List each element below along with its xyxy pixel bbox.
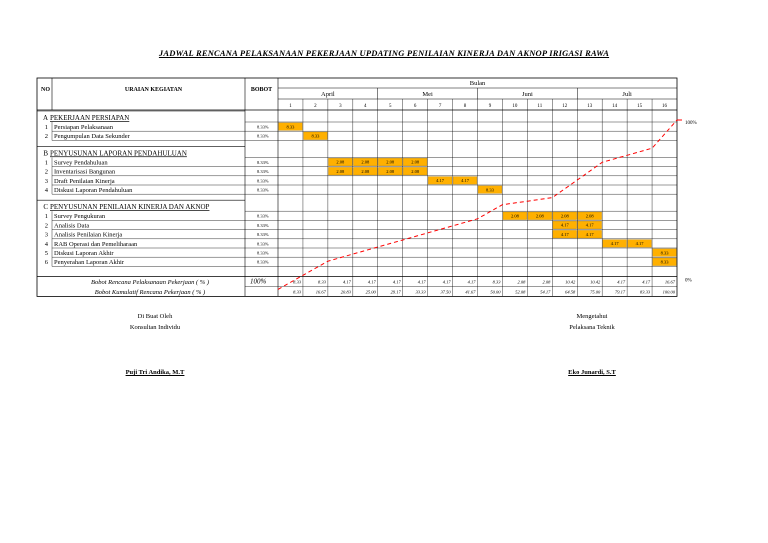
rencana-value: 4.17 <box>442 279 451 285</box>
approved-by-name: Eko Junardi, S.T <box>568 369 616 376</box>
bar-value: 2.08 <box>560 213 569 219</box>
week-label: 7 <box>438 104 442 109</box>
bar-value: 2.08 <box>585 213 594 219</box>
item-bobot: 8.33% <box>257 124 269 130</box>
item-name: Penyerahan Laporan Akhir <box>54 259 125 267</box>
kumulatif-label: Bobot Kumulatif Rencana Pekerjaan ( % ) <box>94 288 206 296</box>
bar-value: 4.17 <box>585 222 594 228</box>
bar-value: 8.33 <box>486 187 494 193</box>
item-no: 3 <box>44 231 48 239</box>
item-no: 1 <box>44 124 48 131</box>
item-no: 4 <box>44 187 48 194</box>
kumulatif-value: 75.00 <box>590 289 601 295</box>
week-label: 9 <box>488 104 492 109</box>
item-bobot: 8.33% <box>257 250 269 256</box>
prepared-by-name: Puji Tri Andika, M.T <box>125 369 185 376</box>
month-label: Juni <box>521 91 533 98</box>
rencana-value: 4.17 <box>467 279 476 285</box>
week-label: 8 <box>463 104 467 109</box>
kumulatif-value: 83.33 <box>639 289 651 295</box>
section-title: PENYUSUNAN PENILAIAN KINERJA DAN AKNOP <box>50 203 210 212</box>
kumulatif-value: 100.00 <box>662 289 675 295</box>
rencana-value: 8.33 <box>293 279 301 285</box>
rencana-value: 10.42 <box>565 279 576 285</box>
bar-value: 2.08 <box>361 168 370 174</box>
bar-value: 4.17 <box>635 241 644 247</box>
bar-value: 2.08 <box>361 159 370 165</box>
rencana-value: 8.33 <box>318 279 326 285</box>
item-name: Analisis Penilaian Kinerja <box>54 231 123 239</box>
week-label: 3 <box>339 104 342 109</box>
kumulatif-value: 16.67 <box>315 289 326 295</box>
kumulatif-value: 50.00 <box>490 289 501 295</box>
item-no: 1 <box>44 159 48 167</box>
section-code: A <box>42 114 48 122</box>
header-bulan: Bulan <box>469 80 486 87</box>
rencana-value: 16.67 <box>664 279 675 285</box>
week-label: 14 <box>612 104 618 109</box>
item-bobot: 8.33% <box>257 222 269 228</box>
item-name: Inventarisasi Bangunan <box>54 168 116 176</box>
bar-value: 2.08 <box>510 213 519 219</box>
week-label: 16 <box>662 104 668 109</box>
rencana-label: Bobot Rencana Pelaksanaan Pekerjaan ( % ) <box>90 278 210 286</box>
bar-value: 8.33 <box>286 124 295 130</box>
section-code: C <box>43 203 48 212</box>
bar-value: 4.17 <box>585 231 594 237</box>
bar-value: 8.33 <box>660 259 669 265</box>
kumulatif-value: 54.17 <box>540 289 551 295</box>
item-no: 5 <box>44 250 48 257</box>
item-no: 1 <box>44 213 48 221</box>
item-no: 2 <box>44 133 48 141</box>
month-label: Juli <box>622 91 632 98</box>
week-label: 5 <box>388 104 392 109</box>
scale-top-label: 100% <box>685 121 697 126</box>
kumulatif-value: 25.00 <box>365 289 376 295</box>
kumulatif-value: 64.58 <box>565 289 576 295</box>
kumulatif-value: 41.67 <box>465 289 476 295</box>
rencana-value: 4.17 <box>417 279 426 285</box>
bar-value: 4.17 <box>436 178 445 184</box>
bar-value: 4.17 <box>560 222 569 228</box>
bar-value: 2.08 <box>411 168 420 174</box>
approved-by-label: Mengetahui <box>576 313 608 320</box>
bar-value: 4.17 <box>461 178 469 184</box>
bar-value: 8.33 <box>311 133 320 139</box>
item-name: Diskusi Laporan Pendahuluan <box>54 187 133 194</box>
item-name: Survey Pendahuluan <box>54 159 108 167</box>
bar-value: 4.17 <box>560 231 569 237</box>
rencana-value: 4.17 <box>392 279 401 285</box>
scale-bottom-label: 0% <box>685 278 692 284</box>
item-name: Draft Penilaian Kinerja <box>54 177 115 185</box>
item-bobot: 8.33% <box>257 159 269 165</box>
month-label: April <box>321 91 335 98</box>
bar-value: 2.08 <box>386 168 395 174</box>
bar-value: 2.08 <box>336 168 345 174</box>
item-no: 4 <box>44 240 48 248</box>
approved-by-role: Pelaksana Teknik <box>569 324 615 331</box>
header-bobot: BOBOT <box>250 87 273 93</box>
kumulatif-value: 79.17 <box>615 289 626 295</box>
bar-value: 2.08 <box>386 159 395 165</box>
prepared-by-label: Di Buat Oleh <box>137 313 173 320</box>
item-name: Analisis Data <box>54 222 90 230</box>
bar-value: 4.17 <box>610 241 619 247</box>
item-bobot: 8.33% <box>257 133 269 139</box>
item-bobot: 8.33% <box>257 213 269 219</box>
bar-value: 2.08 <box>411 159 420 165</box>
week-label: 12 <box>562 104 568 109</box>
rencana-value: 4.17 <box>342 279 351 285</box>
week-label: 2 <box>314 104 317 109</box>
item-no: 6 <box>44 259 48 267</box>
week-label: 4 <box>364 104 367 109</box>
item-bobot: 8.33% <box>257 259 269 265</box>
item-bobot: 8.33% <box>257 187 269 193</box>
week-label: 1 <box>289 104 292 109</box>
rencana-value: 4.17 <box>367 279 376 285</box>
item-name: Persiapan Pelaksanaan <box>54 124 114 131</box>
rencana-value: 10.42 <box>590 279 601 285</box>
item-no: 2 <box>44 222 48 230</box>
total-bobot: 100% <box>250 277 267 286</box>
rencana-value: 2.08 <box>542 279 551 285</box>
rencana-value: 4.17 <box>617 279 626 285</box>
item-name: RAB Operasi dan Pemeliharaan <box>54 240 138 248</box>
rencana-value: 4.17 <box>642 279 651 285</box>
kumulatif-value: 52.08 <box>515 289 526 295</box>
prepared-by-role: Konsultan Individu <box>129 324 181 331</box>
item-name: Pengumpulan Data Sekunder <box>54 133 130 141</box>
item-no: 3 <box>44 177 48 185</box>
week-label: 6 <box>413 104 417 109</box>
rencana-value: 8.33 <box>492 279 501 285</box>
header-no: NO <box>41 87 50 93</box>
bar-value: 2.08 <box>535 213 544 219</box>
week-label: 13 <box>587 104 593 109</box>
section-title: PENYUSUNAN LAPORAN PENDAHULUAN <box>50 149 187 158</box>
page-title: JADWAL RENCANA PELAKSANAAN PEKERJAAN UPDATING PENILAIAN KINERJA DAN AKNOP IRIGASI RAWA <box>158 48 610 58</box>
kumulatif-value: 20.83 <box>340 289 351 295</box>
item-bobot: 8.33% <box>257 241 269 247</box>
section-title: PEKERJAAN PERSIAPAN <box>50 114 130 122</box>
week-label: 11 <box>537 104 543 109</box>
kumulatif-value: 29.17 <box>390 289 401 295</box>
kumulatif-value: 37.50 <box>440 289 451 295</box>
week-label: 15 <box>637 104 643 109</box>
item-bobot: 8.33% <box>257 178 269 184</box>
section-code: B <box>43 149 48 158</box>
item-bobot: 8.33% <box>257 169 269 175</box>
bar-value: 8.33 <box>660 250 669 256</box>
item-bobot: 8.33% <box>257 232 269 238</box>
week-label: 10 <box>512 104 518 109</box>
item-name: Survey Pengukuran <box>54 213 106 221</box>
kumulatif-value: 8.33 <box>293 289 301 295</box>
header-uraian: URAIAN KEGIATAN <box>124 87 183 93</box>
kumulatif-value: 33.33 <box>415 289 426 295</box>
month-label: Mei <box>422 91 433 98</box>
item-name: Diskusi Laporan Akhir <box>54 250 114 257</box>
rencana-value: 2.08 <box>517 279 526 285</box>
bar-value: 2.08 <box>336 159 345 165</box>
item-no: 2 <box>44 168 48 176</box>
